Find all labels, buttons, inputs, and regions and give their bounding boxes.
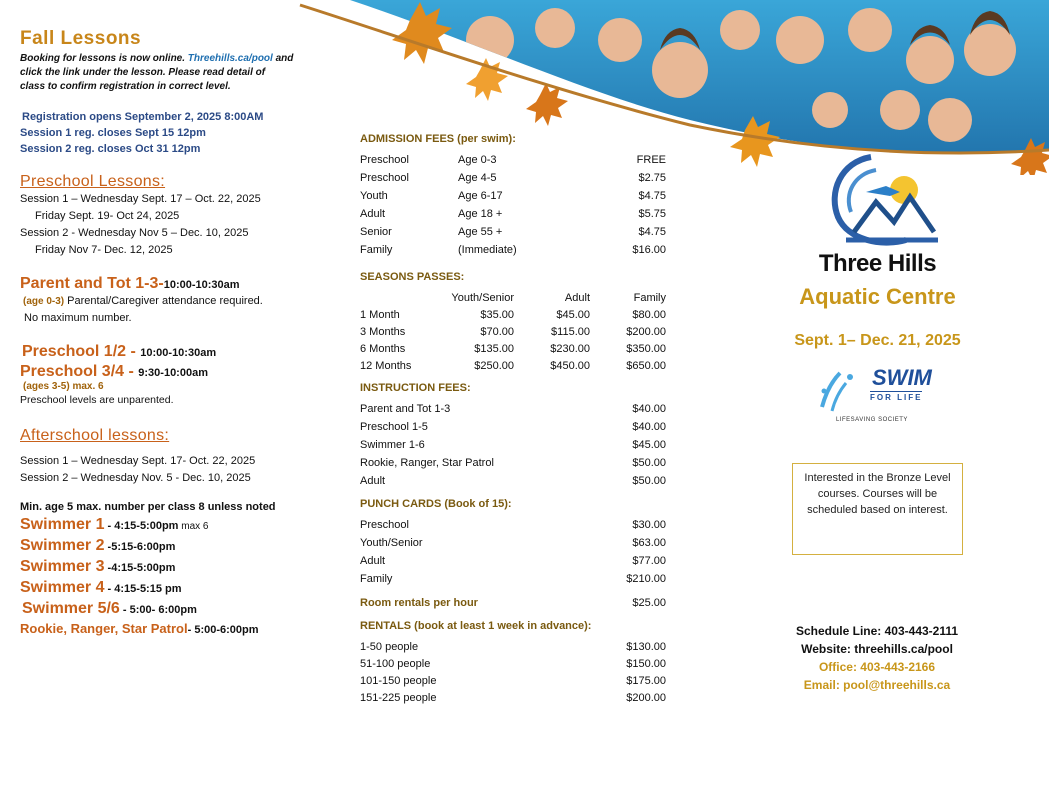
cell: Age 55 + [458, 226, 503, 238]
cell: $16.00 [632, 244, 666, 256]
min-age-note: Min. age 5 max. number per class 8 unless noted [20, 501, 276, 513]
cell: Adult [360, 475, 386, 487]
cell: $50.00 [632, 457, 666, 469]
preschool-session1: Session 1 – Wednesday Sept. 17 – Oct. 22, 2025 [20, 193, 261, 205]
table-row [360, 205, 666, 223]
table-row [360, 516, 666, 534]
cell: $450.00 [550, 359, 590, 372]
table-row [360, 552, 666, 570]
lessons-column [20, 28, 320, 636]
cell: $250.00 [474, 359, 514, 372]
preschool-session1-friday: Friday Sept. 19- Oct 24, 2025 [35, 210, 180, 222]
table-row [360, 472, 666, 490]
table-row [360, 241, 666, 259]
swimmer-name: Swimmer 5/6 [22, 600, 120, 617]
cell: $4.75 [638, 190, 666, 202]
swimmer-56-level [20, 600, 320, 618]
cell: $45.00 [556, 308, 590, 321]
three-hills-logo-icon [826, 152, 941, 247]
cell: $45.00 [632, 439, 666, 451]
table-row [360, 306, 666, 323]
swimmer-time: - 4:15-5:00pm [104, 520, 179, 532]
cell: 51-100 people [360, 657, 431, 670]
cell: FREE [636, 154, 666, 166]
cell: Youth [360, 190, 388, 202]
preschool-12-level [20, 343, 320, 361]
table-header [360, 289, 666, 306]
cell: $130.00 [626, 640, 666, 653]
cell: (Immediate) [458, 244, 517, 256]
rentals-table [360, 638, 666, 706]
preschool-lessons-title: Preschool Lessons: [20, 173, 166, 190]
cell: Rookie, Ranger, Star Patrol [360, 457, 494, 469]
preschool-34-ages: (ages 3-5) max. 6 [23, 381, 104, 392]
swimmer-name: Swimmer 4 [20, 579, 105, 596]
table-row [360, 187, 666, 205]
cell: $2.75 [638, 172, 666, 184]
table-row [360, 340, 666, 357]
passes-title: SEASONS PASSES: [360, 271, 465, 283]
punch-table [360, 516, 666, 588]
cell: $70.00 [480, 325, 514, 338]
lifesaving-society: LIFESAVING SOCIETY [836, 417, 908, 423]
season-dates: Sept. 1– Dec. 21, 2025 [794, 332, 961, 349]
preschool-12-name: Preschool 1/2 - [22, 343, 141, 360]
schedule-line: Schedule Line: 403-443-2111 [795, 624, 959, 638]
swimmer-name: Swimmer 3 [20, 558, 105, 575]
rookie-name: Rookie, Ranger, Star Patrol [20, 621, 188, 636]
preschool-34-name: Preschool 3/4 - [20, 363, 139, 380]
swimmer-name: Swimmer 1 [20, 516, 105, 533]
table-row [360, 323, 666, 340]
cell: Preschool 1-5 [360, 421, 428, 433]
cell: Family [360, 244, 393, 256]
cell: $63.00 [632, 537, 666, 549]
room-rental-price: $25.00 [632, 597, 666, 609]
cell: 1-50 people [360, 640, 419, 653]
booking-text-3: class to confirm registration in correct level. [20, 81, 231, 92]
table-row [360, 169, 666, 187]
cell: $115.00 [551, 325, 590, 338]
cell: Age 6-17 [458, 190, 503, 202]
booking-text: Booking for lessons is now online. [20, 53, 188, 64]
swim-word: SWIM [872, 365, 932, 390]
cell: 101-150 people [360, 674, 437, 687]
parent-tot-level [20, 275, 320, 293]
swimmer-4-level [20, 579, 320, 597]
cell: $230.00 [550, 342, 590, 355]
cell: $35.00 [480, 308, 514, 321]
room-rental-row [360, 594, 666, 612]
cell: $350.00 [626, 342, 666, 355]
parent-tot-max: No maximum number. [24, 312, 132, 324]
swimmer-time: -4:15-5:00pm [104, 562, 176, 574]
instruction-table [360, 400, 666, 490]
booking-text-end: and [272, 53, 294, 64]
preschool-session2-friday: Friday Nov 7- Dec. 12, 2025 [35, 244, 173, 256]
cell: 6 Months [360, 342, 406, 355]
cell: $40.00 [632, 421, 666, 433]
swimmer-2-level [20, 537, 320, 555]
brand-sub: Aquatic Centre [799, 284, 956, 309]
swimmer-time: - 5:00- 6:00pm [119, 604, 197, 616]
cell: Age 4-5 [458, 172, 497, 184]
office-line: Office: 403-443-2166 [818, 660, 936, 674]
table-row [360, 400, 666, 418]
table-row [360, 534, 666, 552]
parent-tot-age: (age 0-3) [23, 296, 65, 307]
cell: Adult [360, 208, 386, 220]
cell: Adult [360, 555, 386, 567]
bronze-info-box: Interested in the Bronze Level courses. Courses will be scheduled based on interest. [792, 463, 963, 555]
cell: $200.00 [626, 691, 666, 704]
rookie-level [20, 621, 320, 636]
cell: $50.00 [632, 475, 666, 487]
rookie-time: - 5:00-6:00pm [187, 624, 259, 636]
swim-for-life-logo [814, 367, 944, 429]
cell: $80.00 [632, 308, 666, 321]
afterschool-title: Afterschool lessons: [20, 427, 170, 444]
swimmer-extra: max 6 [178, 521, 209, 532]
header-cell: Youth/Senior [451, 291, 514, 304]
punch-title: PUNCH CARDS (Book of 15): [360, 498, 512, 510]
cell: Preschool [360, 519, 409, 531]
cell: 12 Months [360, 359, 412, 372]
cell: Preschool [360, 154, 409, 166]
cell: $5.75 [638, 208, 666, 220]
admission-table [360, 151, 666, 259]
for-life-word: FOR LIFE [870, 393, 923, 402]
preschool-34-time: 9:30-10:00am [138, 367, 208, 379]
swimmer-time: -5:15-6:00pm [104, 541, 176, 553]
room-rental-label: Room rentals per hour [360, 597, 478, 609]
session2-close: Session 2 reg. closes Oct 31 12pm [20, 143, 201, 155]
table-row [360, 223, 666, 241]
table-row [360, 436, 666, 454]
table-row [360, 689, 666, 706]
cell: $210.00 [626, 573, 666, 585]
cell: $175.00 [626, 674, 666, 687]
swimmer-3-level [20, 558, 320, 576]
passes-table [360, 289, 666, 374]
preschool-session2: Session 2 - Wednesday Nov 5 – Dec. 10, 2025 [20, 227, 249, 239]
cell: Family [360, 573, 393, 585]
cell: $4.75 [638, 226, 666, 238]
cell: Age 0-3 [458, 154, 497, 166]
table-row [360, 570, 666, 588]
preschool-12-time: 10:00-10:30am [140, 347, 217, 359]
table-row [360, 672, 666, 689]
swimmer-name: Swimmer 2 [20, 537, 105, 554]
afterschool-session1: Session 1 – Wednesday Sept. 17- Oct. 22, 2025 [20, 455, 256, 467]
cell: $135.00 [474, 342, 514, 355]
preschool-34-level [20, 363, 320, 381]
table-row [360, 655, 666, 672]
splash-icon [814, 367, 864, 417]
cell: $650.00 [626, 359, 666, 372]
table-row [360, 151, 666, 169]
brand-name: Three Hills [818, 250, 937, 277]
registration-opens: Registration opens September 2, 2025 8:00AM [22, 111, 264, 123]
cell: $200.00 [626, 325, 666, 338]
booking-info [20, 52, 320, 94]
email-line[interactable]: Email: pool@threehills.ca [803, 678, 951, 692]
cell: $30.00 [632, 519, 666, 531]
swimmer-1-level [20, 516, 320, 534]
table-row [360, 357, 666, 374]
table-row [360, 418, 666, 436]
session1-close: Session 1 reg. closes Sept 15 12pm [20, 127, 206, 139]
cell: Parent and Tot 1-3 [360, 403, 451, 415]
admission-title: ADMISSION FEES (per swim): [360, 133, 516, 145]
booking-text-2: click the link under the lesson. Please read detail of [20, 67, 266, 78]
rentals-title: RENTALS (book at least 1 week in advance): [360, 620, 592, 632]
parent-tot-name: Parent and Tot 1-3 [20, 275, 159, 292]
parent-tot-note [20, 293, 320, 310]
website-line[interactable]: Website: threehills.ca/pool [801, 642, 953, 656]
afterschool-session2: Session 2 – Wednesday Nov. 5 - Dec. 10, 2025 [20, 472, 251, 484]
booking-link[interactable]: Threehills.ca/pool [187, 53, 273, 64]
cell: Age 18 + [458, 208, 503, 220]
fall-lessons-title: Fall Lessons [20, 28, 142, 49]
fees-column [360, 133, 666, 706]
cell: $77.00 [632, 555, 666, 567]
contact-block [770, 622, 984, 694]
cell: Swimmer 1-6 [360, 439, 425, 451]
preschool-unparented: Preschool levels are unparented. [20, 394, 174, 406]
cell: 1 Month [360, 308, 400, 321]
cell: 151-225 people [360, 691, 437, 704]
cell: Preschool [360, 172, 409, 184]
swimmer-time: - 4:15-5:15 pm [104, 583, 182, 595]
table-row [360, 638, 666, 655]
brand-block [790, 250, 965, 350]
cell: Youth/Senior [360, 537, 423, 549]
header-cell: Family [633, 291, 666, 304]
parent-tot-attendance: Parental/Caregiver attendance required. [64, 295, 263, 307]
table-row [360, 454, 666, 472]
cell: $150.00 [626, 657, 666, 670]
parent-tot-time: 10:00-10:30am [163, 279, 240, 291]
instruction-title: INSTRUCTION FEES: [360, 382, 471, 394]
cell: Senior [360, 226, 392, 238]
header-cell: Adult [564, 291, 590, 304]
parent-tot-dash: - [158, 275, 164, 292]
cell: 3 Months [360, 325, 406, 338]
cell: $40.00 [632, 403, 666, 415]
